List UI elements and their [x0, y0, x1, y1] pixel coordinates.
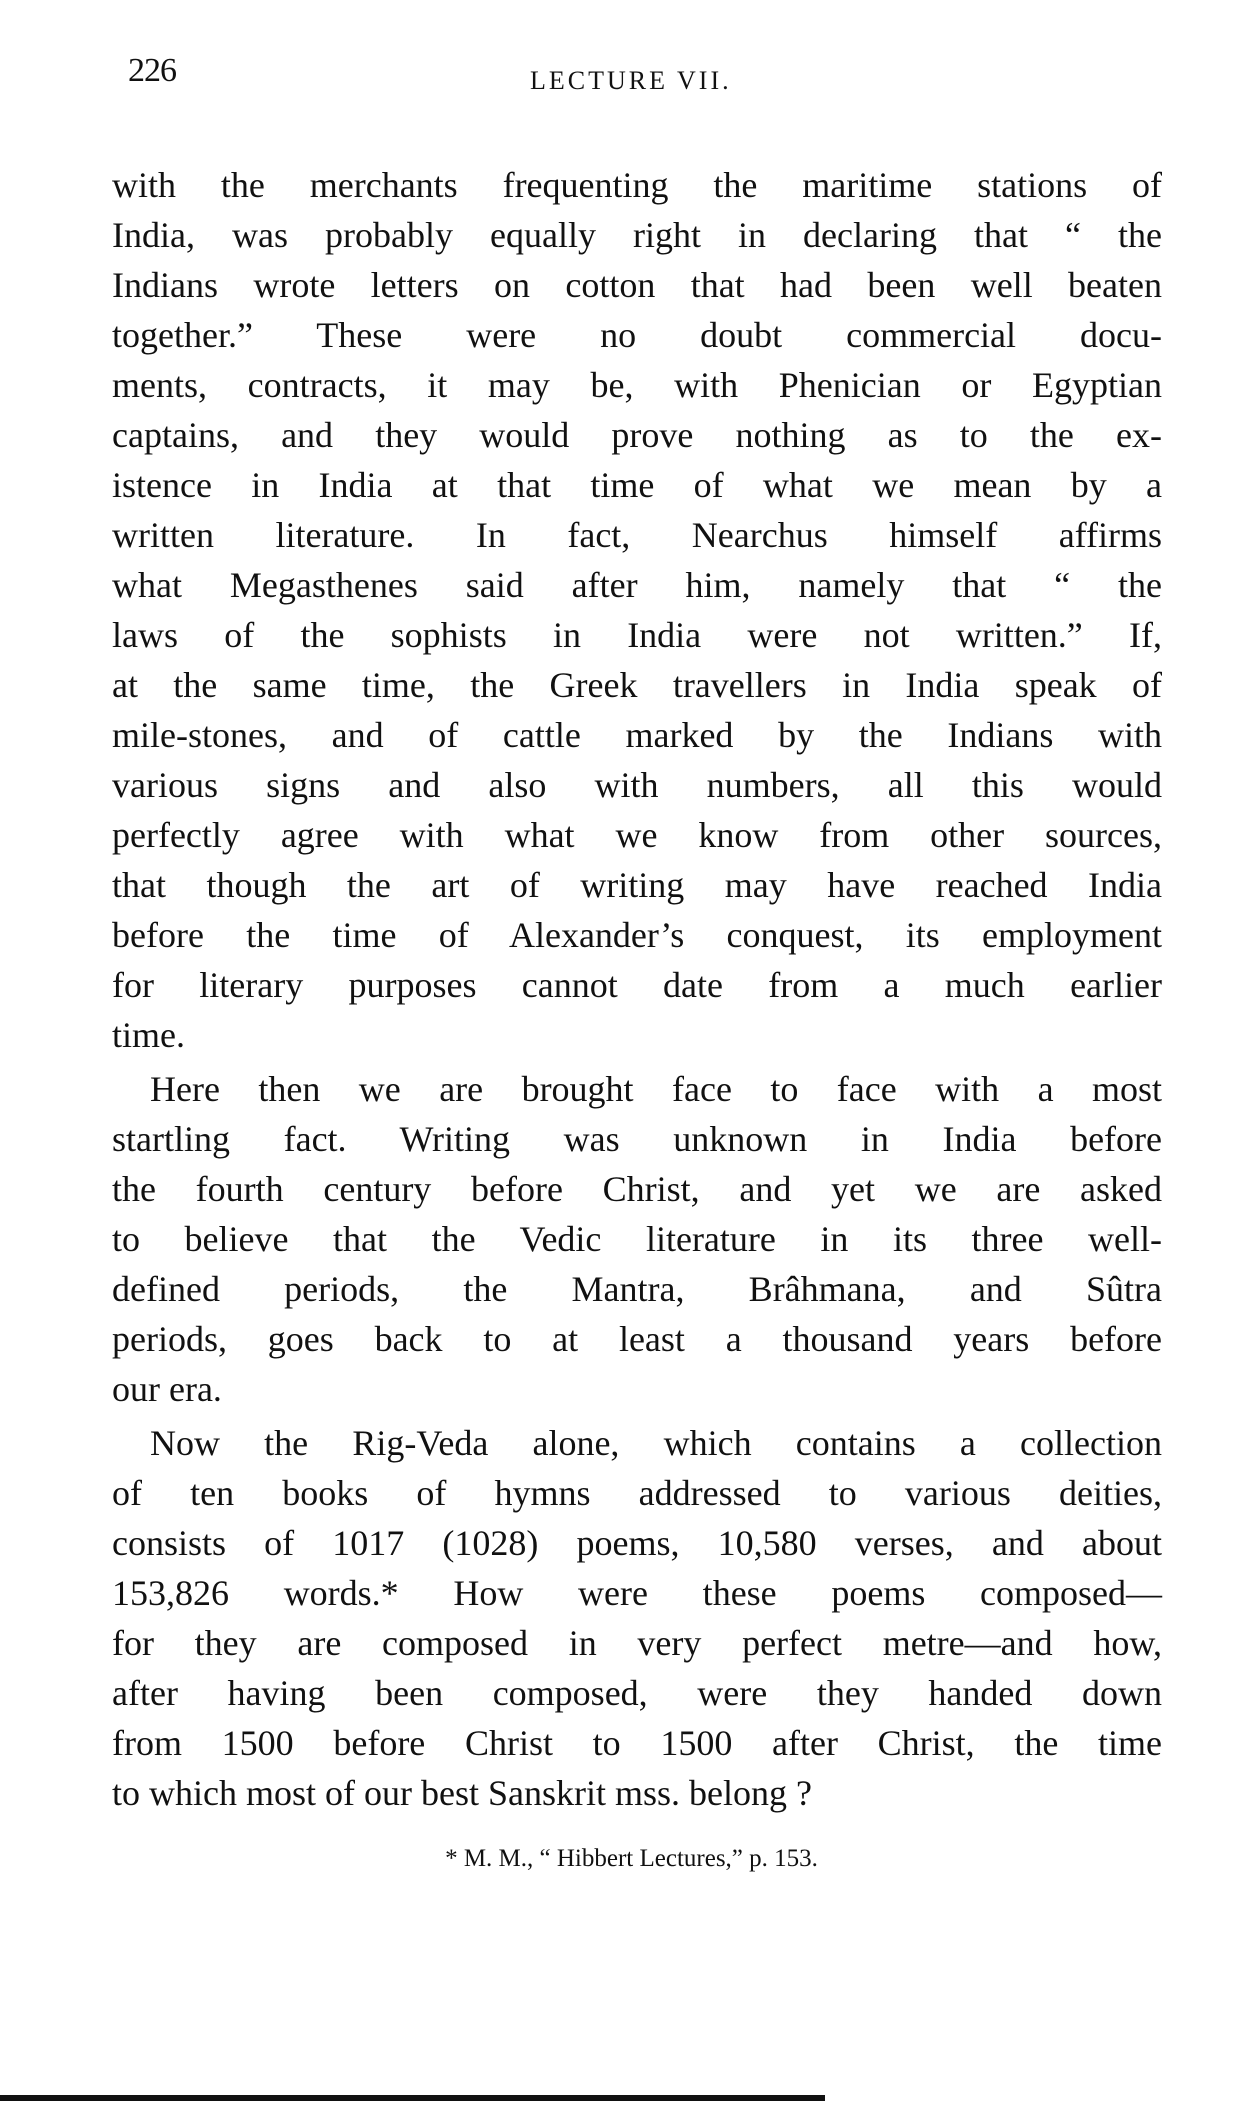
text-line: before the time of Alexander’s conquest, its employment: [112, 915, 1162, 955]
text-line: mile-stones, and of cattle marked by the Indians with: [112, 715, 1162, 755]
text-line: captains, and they would prove nothing as to the ex-: [112, 415, 1162, 455]
text-line: Indians wrote letters on cotton that had been well beaten: [112, 265, 1162, 305]
text-line: what Megasthenes said after him, namely that “ the: [112, 565, 1162, 605]
text-line: the fourth century before Christ, and yet we are asked: [112, 1169, 1162, 1209]
body-text: [112, 160, 1162, 1822]
running-head: LECTURE VII.: [530, 66, 732, 95]
text-line: ments, contracts, it may be, with Phenician or Egyptian: [112, 365, 1162, 405]
text-line: time.: [112, 1015, 185, 1055]
text-line: istence in India at that time of what we mean by a: [112, 465, 1162, 505]
text-line: Here then we are brought face to face with a most: [150, 1069, 1162, 1109]
text-line: various signs and also with numbers, all this would: [112, 765, 1162, 805]
text-line: for they are composed in very perfect metre—and how,: [112, 1623, 1162, 1663]
text-line: India, was probably equally right in declaring that “ the: [112, 215, 1162, 255]
text-line: with the merchants frequenting the maritime stations of: [112, 165, 1162, 205]
text-line: to which most of our best Sanskrit mss. belong ?: [112, 1773, 812, 1813]
text-line: startling fact. Writing was unknown in India before: [112, 1119, 1162, 1159]
text-line: perfectly agree with what we know from other sources,: [112, 815, 1162, 855]
text-line: together.” These were no doubt commercial docu-: [112, 315, 1162, 355]
text-line: defined periods, the Mantra, Brâhmana, and Sûtra: [112, 1269, 1162, 1309]
text-line: that though the art of writing may have reached India: [112, 865, 1162, 905]
page-number: 226: [128, 52, 176, 89]
text-line: at the same time, the Greek travellers in India speak of: [112, 665, 1162, 705]
paragraph: [112, 1418, 1162, 1818]
footnote: * M. M., “ Hibbert Lectures,” p. 153.: [445, 1845, 818, 1872]
text-line: for literary purposes cannot date from a much earlier: [112, 965, 1162, 1005]
paragraph: [112, 1064, 1162, 1414]
text-line: periods, goes back to at least a thousand years before: [112, 1319, 1162, 1359]
text-line: our era.: [112, 1369, 222, 1409]
paragraph: [112, 160, 1162, 1060]
text-line: from 1500 before Christ to 1500 after Christ, the time: [112, 1723, 1162, 1763]
text-line: written literature. In fact, Nearchus himself affirms: [112, 515, 1162, 555]
text-line: of ten books of hymns addressed to various deities,: [112, 1473, 1162, 1513]
text-line: consists of 1017 (1028) poems, 10,580 verses, and about: [112, 1523, 1162, 1563]
text-line: Now the Rig-Veda alone, which contains a collection: [150, 1423, 1162, 1463]
text-line: after having been composed, were they handed down: [112, 1673, 1162, 1713]
bottom-rule: [0, 2095, 825, 2101]
text-line: laws of the sophists in India were not written.” If,: [112, 615, 1162, 655]
text-line: 153,826 words.* How were these poems composed—: [112, 1573, 1162, 1613]
text-line: to believe that the Vedic literature in its three well-: [112, 1219, 1162, 1259]
